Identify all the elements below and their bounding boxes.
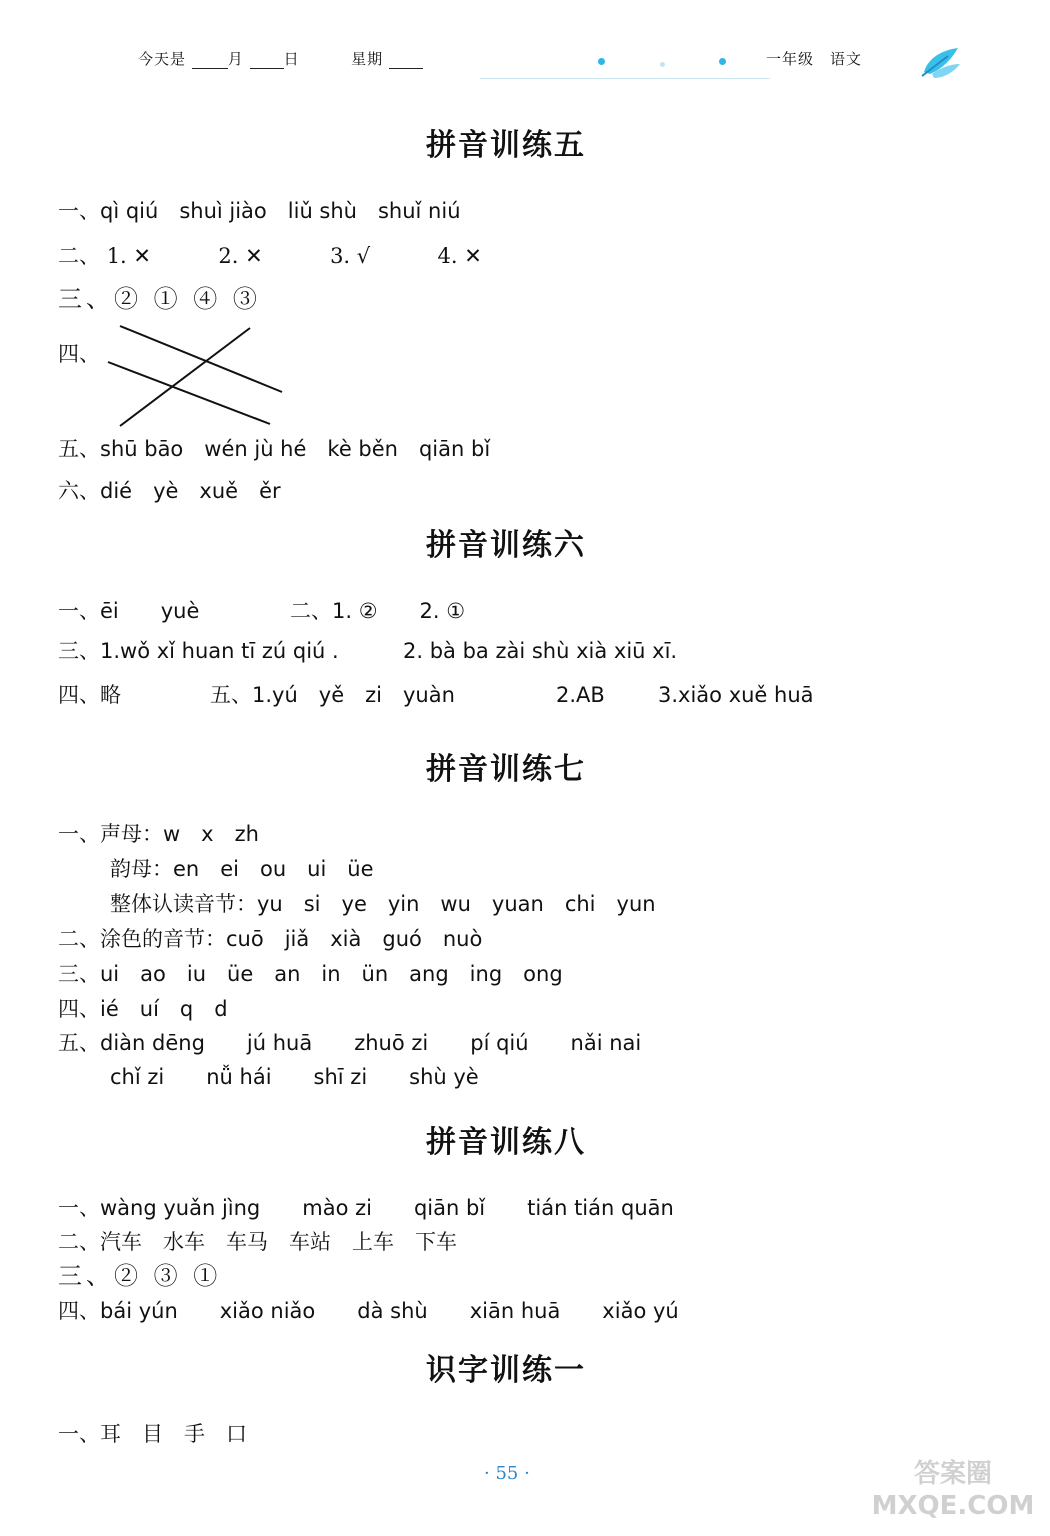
s6-q3a: 三、1.wǒ xǐ huan tī zú qiú . (58, 639, 339, 663)
s5-q2 (58, 242, 482, 270)
s7-line: 四、ié uí q d (58, 997, 228, 1021)
header-rule (480, 78, 770, 79)
s5-q3: 三、② ① ④ ③ (58, 285, 261, 313)
sz1-line: 一、耳 目 手 口 (58, 1422, 247, 1446)
s6-q4a: 四、略 (58, 683, 121, 707)
s6-q4b: 五、1.yú yě zi yuàn (210, 683, 455, 707)
section-title-7: 拼音训练七 (426, 752, 586, 787)
header-day-label: 日 (283, 50, 300, 68)
section-title-shizi-1: 识字训练一 (426, 1353, 586, 1388)
s5-q5: 五、shū bāo wén jù hé kè běn qiān bǐ (58, 437, 491, 461)
header-dot (660, 62, 665, 67)
s6-q4d: 3.xiǎo xuě huā (658, 683, 814, 707)
matching-lines (100, 320, 300, 430)
section-title-8: 拼音训练八 (426, 1125, 586, 1160)
section-title-5: 拼音训练五 (426, 128, 586, 163)
butterfly-logo (918, 42, 964, 82)
page-number: · 55 · (484, 1463, 530, 1484)
header-date-line (138, 48, 423, 69)
s7-line: chǐ zi nǚ hái shī zi shù yè (110, 1065, 479, 1089)
watermark-logo: 答案圈 MXQE.COM (871, 1459, 1035, 1521)
s5-q2-label: 二、 (58, 244, 100, 268)
weekday-blank (389, 52, 423, 69)
header-today-label: 今天是 (138, 50, 187, 68)
header-dot (598, 58, 605, 65)
day-blank (250, 52, 284, 69)
s5-q4-label: 四、 (58, 342, 100, 366)
s8-line: 二、汽车 水车 车马 车站 上车 下车 (58, 1230, 457, 1254)
header-dot (719, 58, 726, 65)
header-weekday-label: 星期 (351, 50, 384, 68)
month-blank (192, 52, 228, 69)
s8-line: 三、② ③ ① (58, 1262, 222, 1290)
s7-line: 一、声母：w x zh (58, 822, 259, 846)
s7-line: 三、ui ao iu üe an in ün ang ing ong (58, 962, 563, 986)
s6-q1b: 二、1. ② 2. ① (290, 599, 466, 623)
s5-q6: 六、dié yè xuě ěr (58, 479, 281, 503)
s7-line: 整体认读音节：yu si ye yin wu yuan chi yun (110, 892, 656, 916)
s7-line: 五、diàn dēng jú huā zhuō zi pí qiú nǎi nai (58, 1031, 642, 1055)
s6-q1a: 一、ēi yuè (58, 599, 200, 623)
s5-q2-item: 4. ✕ (437, 244, 482, 268)
section-title-6: 拼音训练六 (426, 528, 586, 563)
s7-line: 韵母：en ei ou ui üe (110, 857, 374, 881)
header-month-label: 月 (227, 50, 244, 68)
s6-q3b: 2. bà ba zài shù xià xiū xī. (403, 639, 678, 663)
s5-q2-item: 1. ✕ (106, 244, 151, 268)
s8-line: 一、wàng yuǎn jìng mào zi qiān bǐ tián tián quān (58, 1196, 674, 1220)
s6-q4c: 2.AB (556, 683, 605, 707)
s5-q2-item: 3. √ (330, 244, 371, 268)
s8-line: 四、bái yún xiǎo niǎo dà shù xiān huā xiǎo yú (58, 1299, 679, 1323)
s7-line: 二、涂色的音节：cuō jiǎ xià guó nuò (58, 927, 483, 951)
s5-q2-item: 2. ✕ (218, 244, 263, 268)
s5-q1: 一、qì qiú shuì jiào liǔ shù shuǐ niú (58, 199, 461, 223)
header-grade-subject: 一年级 语文 (766, 50, 863, 68)
